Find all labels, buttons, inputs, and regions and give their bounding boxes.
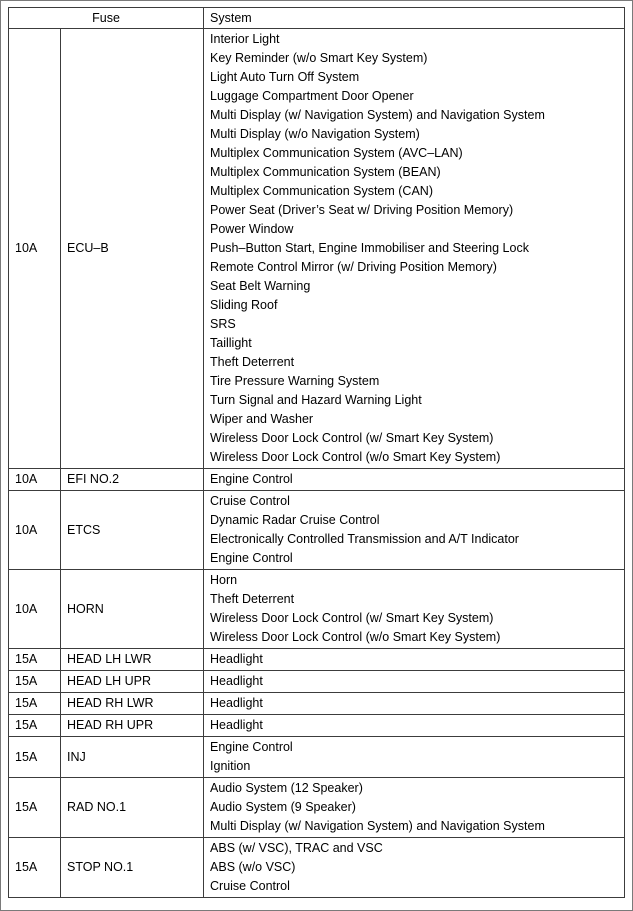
fuse-row — [9, 693, 625, 715]
system-list — [204, 29, 625, 469]
fuse-amperage: 10A — [9, 570, 61, 649]
system-item: Multiplex Communication System (AVC–LAN) — [210, 146, 463, 160]
system-item: Turn Signal and Hazard Warning Light — [210, 393, 422, 407]
fuse-row — [9, 671, 625, 693]
header-row — [9, 8, 625, 29]
fuse-amperage: 15A — [9, 649, 61, 671]
system-item: Engine Control — [210, 551, 293, 565]
fuse-amperage: 15A — [9, 693, 61, 715]
system-item: Headlight — [210, 696, 263, 710]
system-item: Tire Pressure Warning System — [210, 374, 380, 388]
system-list — [204, 693, 625, 715]
system-item: Theft Deterrent — [210, 592, 295, 606]
system-list — [204, 491, 625, 570]
fuse-amperage: 10A — [9, 29, 61, 469]
system-item: SRS — [210, 317, 236, 331]
fuse-table-body — [9, 29, 625, 898]
system-item: Headlight — [210, 718, 263, 732]
system-item: Key Reminder (w/o Smart Key System) — [210, 51, 428, 65]
system-item: Power Seat (Driver’s Seat w/ Driving Position Memory) — [210, 203, 514, 217]
fuse-row — [9, 491, 625, 570]
system-item: Multi Display (w/ Navigation System) and Navigation System — [210, 108, 545, 122]
fuse-row — [9, 838, 625, 898]
system-list — [204, 778, 625, 838]
fuse-row — [9, 649, 625, 671]
system-item: Interior Light — [210, 32, 280, 46]
system-list — [204, 838, 625, 898]
system-list — [204, 649, 625, 671]
fuse-row — [9, 778, 625, 838]
fuse-amperage: 15A — [9, 715, 61, 737]
system-column-header: System — [204, 8, 625, 29]
fuse-table — [8, 7, 625, 898]
fuse-name: HEAD RH LWR — [61, 693, 204, 715]
system-item: Engine Control — [210, 472, 293, 486]
system-item: Multi Display (w/o Navigation System) — [210, 127, 420, 141]
system-item: Multiplex Communication System (BEAN) — [210, 165, 441, 179]
system-item: Theft Deterrent — [210, 355, 295, 369]
system-list — [204, 715, 625, 737]
fuse-row — [9, 469, 625, 491]
fuse-name: STOP NO.1 — [61, 838, 204, 898]
system-item: Wireless Door Lock Control (w/ Smart Key System) — [210, 431, 494, 445]
fuse-column-header: Fuse — [9, 8, 204, 29]
fuse-amperage: 15A — [9, 838, 61, 898]
system-item: Wiper and Washer — [210, 412, 314, 426]
system-item: Push–Button Start, Engine Immobiliser and Steering Lock — [210, 241, 529, 255]
fuse-name: HEAD LH LWR — [61, 649, 204, 671]
system-item: Seat Belt Warning — [210, 279, 311, 293]
system-list — [204, 737, 625, 778]
system-item: Luggage Compartment Door Opener — [210, 89, 414, 103]
system-item: Headlight — [210, 674, 263, 688]
system-item: Cruise Control — [210, 494, 290, 508]
system-item: Horn — [210, 573, 238, 587]
fuse-table-header — [9, 8, 625, 29]
fuse-name: RAD NO.1 — [61, 778, 204, 838]
fuse-row — [9, 570, 625, 649]
fuse-row — [9, 737, 625, 778]
fuse-amperage: 15A — [9, 737, 61, 778]
fuse-name: INJ — [61, 737, 204, 778]
system-item: Remote Control Mirror (w/ Driving Position Memory) — [210, 260, 497, 274]
system-item: ABS (w/o VSC) — [210, 860, 296, 874]
system-item: Sliding Roof — [210, 298, 278, 312]
system-item: Power Window — [210, 222, 294, 236]
fuse-amperage: 10A — [9, 491, 61, 570]
system-item: Audio System (12 Speaker) — [210, 781, 363, 795]
system-list — [204, 469, 625, 491]
fuse-name: ETCS — [61, 491, 204, 570]
system-item: Taillight — [210, 336, 252, 350]
system-item: Ignition — [210, 759, 251, 773]
fuse-row — [9, 29, 625, 469]
system-item: Cruise Control — [210, 879, 290, 893]
system-item: Wireless Door Lock Control (w/o Smart Key System) — [210, 630, 501, 644]
system-item: Audio System (9 Speaker) — [210, 800, 356, 814]
system-list — [204, 671, 625, 693]
fuse-name: HEAD RH UPR — [61, 715, 204, 737]
system-item: Headlight — [210, 652, 263, 666]
system-item: Wireless Door Lock Control (w/o Smart Key System) — [210, 450, 501, 464]
system-item: Light Auto Turn Off System — [210, 70, 360, 84]
system-list — [204, 570, 625, 649]
fuse-name: HEAD LH UPR — [61, 671, 204, 693]
fuse-amperage: 15A — [9, 671, 61, 693]
fuse-amperage: 10A — [9, 469, 61, 491]
system-item: Multi Display (w/ Navigation System) and Navigation System — [210, 819, 545, 833]
fuse-name: EFI NO.2 — [61, 469, 204, 491]
system-item: Engine Control — [210, 740, 293, 754]
fuse-name: ECU–B — [61, 29, 204, 469]
fuse-name: HORN — [61, 570, 204, 649]
fuse-amperage: 15A — [9, 778, 61, 838]
fuse-row — [9, 715, 625, 737]
system-item: Dynamic Radar Cruise Control — [210, 513, 380, 527]
system-item: Wireless Door Lock Control (w/ Smart Key System) — [210, 611, 494, 625]
system-item: Multiplex Communication System (CAN) — [210, 184, 433, 198]
system-item: ABS (w/ VSC), TRAC and VSC — [210, 841, 383, 855]
system-item: Electronically Controlled Transmission and A/T Indicator — [210, 532, 519, 546]
